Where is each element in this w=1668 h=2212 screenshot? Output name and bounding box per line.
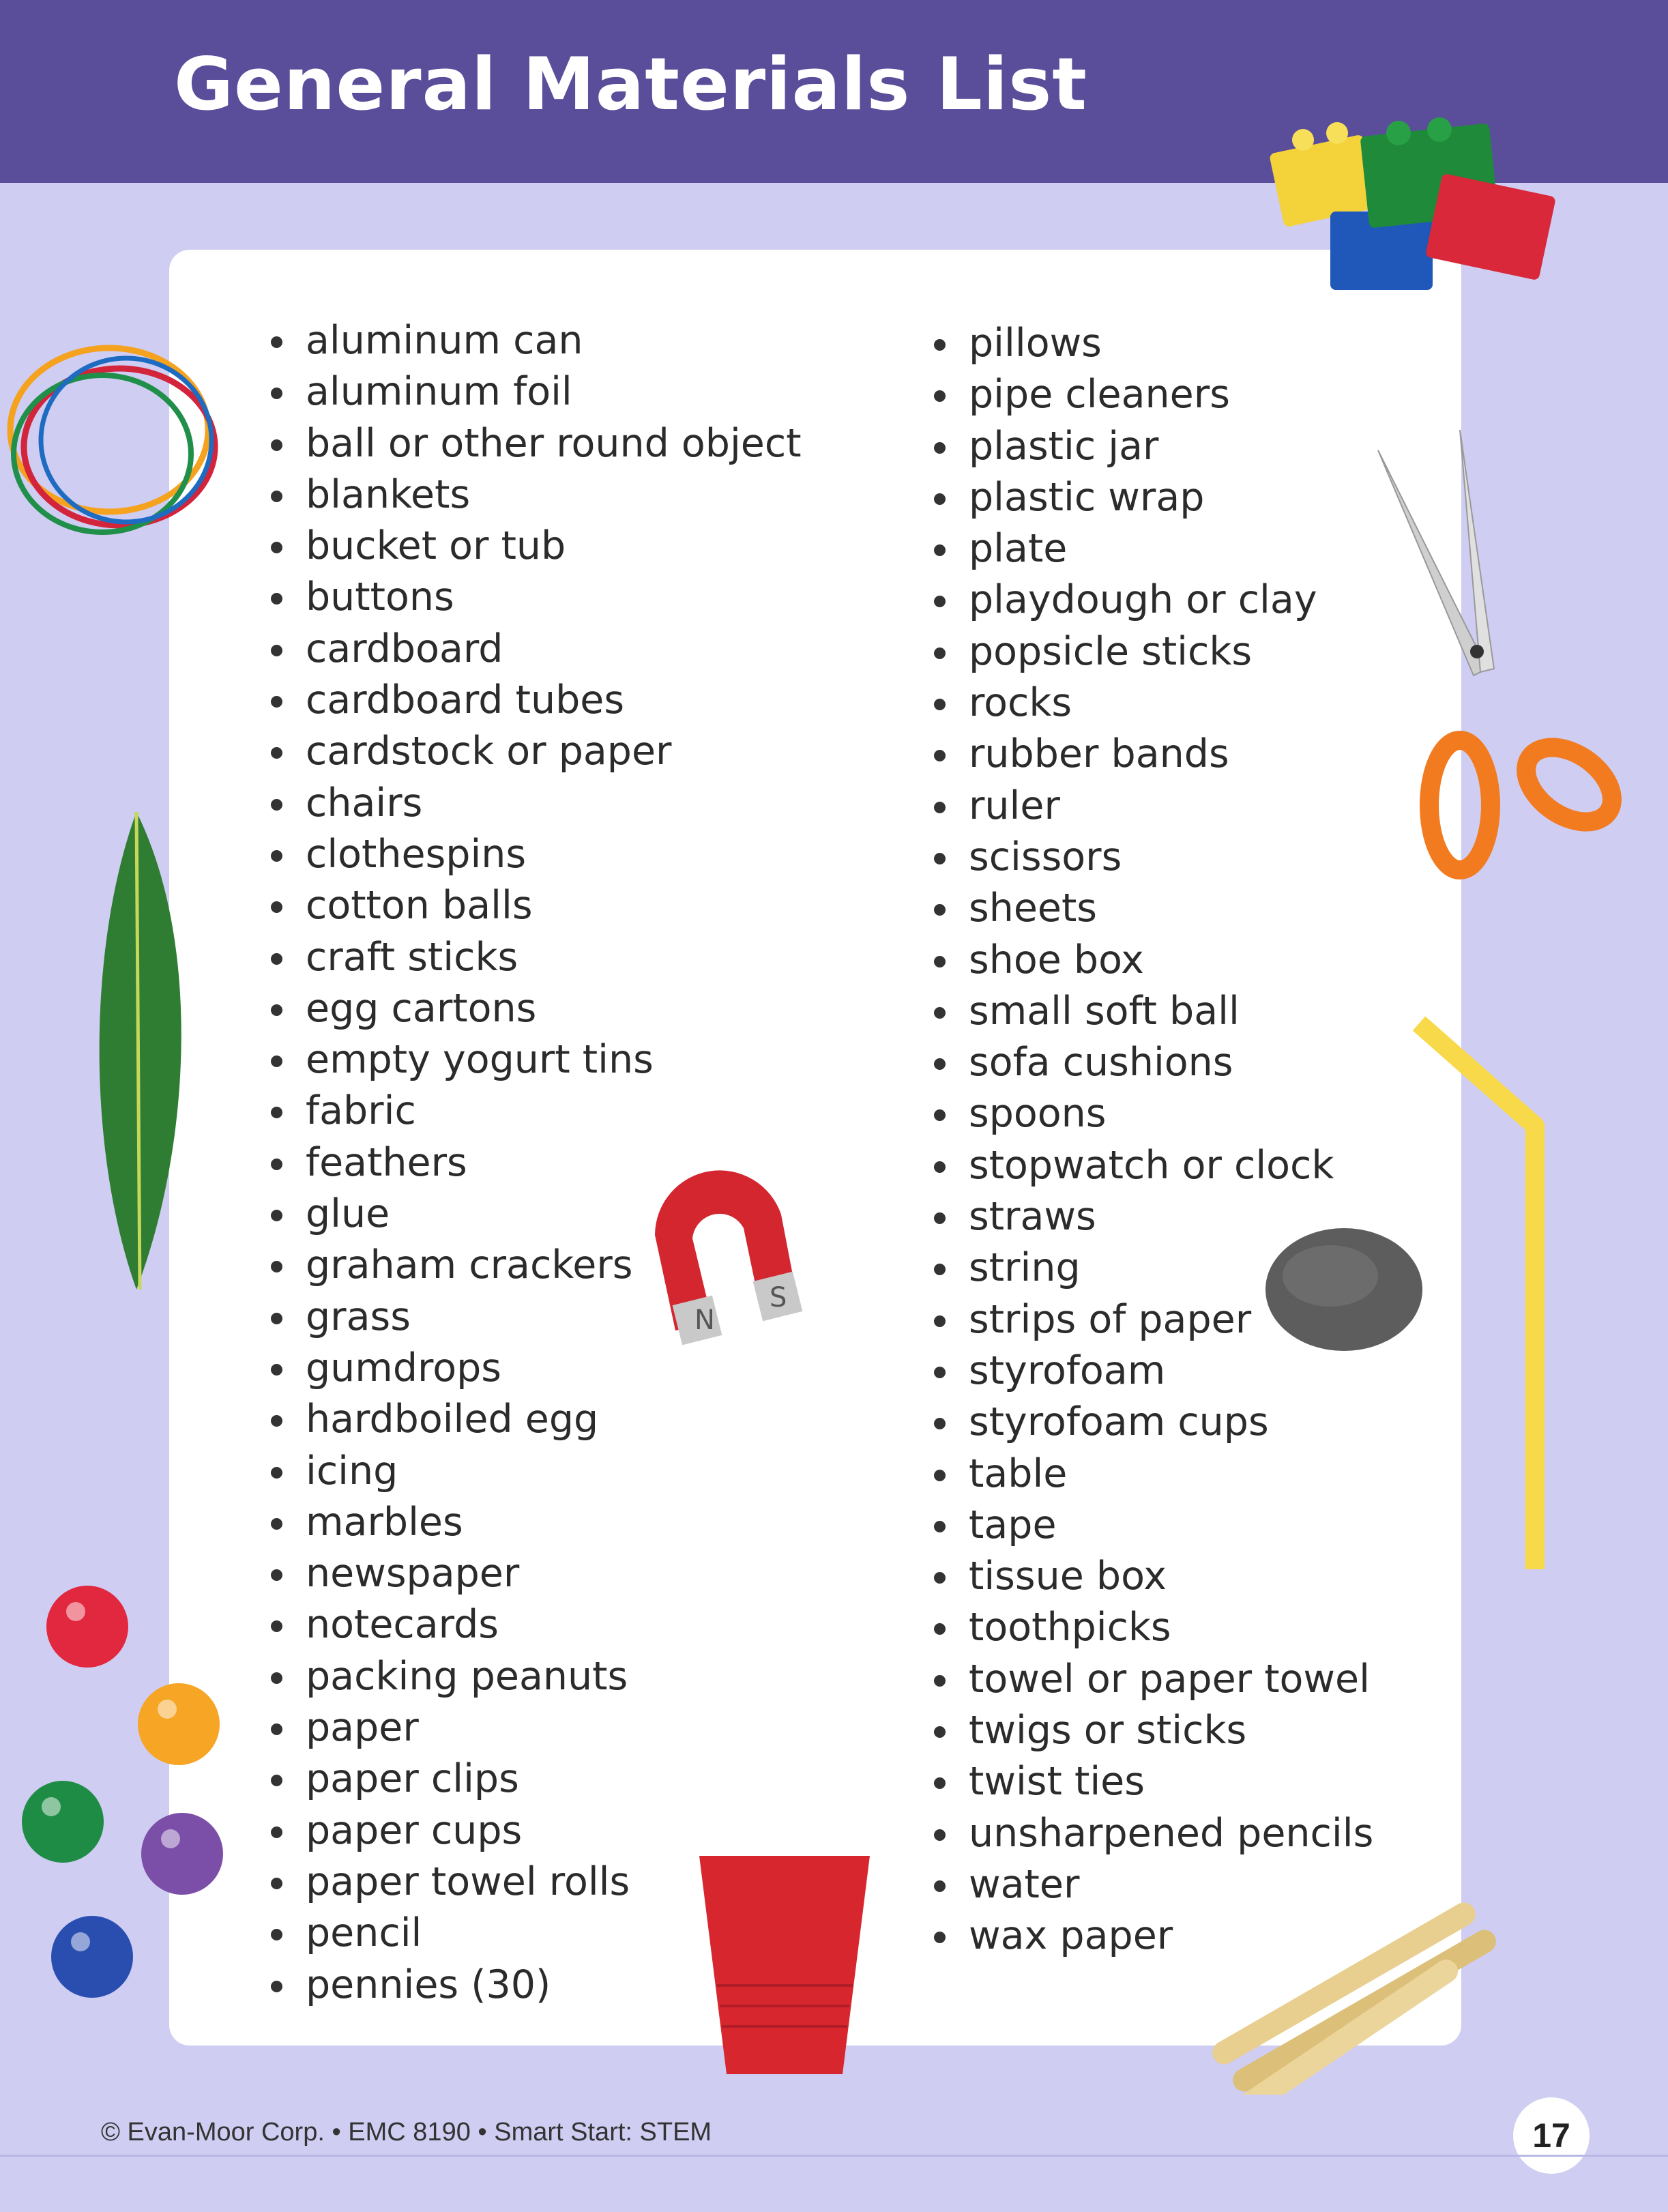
marble-purple-icon: [140, 1811, 225, 1897]
material-item: playdough or clay: [922, 574, 1373, 626]
material-item: plate: [922, 523, 1373, 574]
material-item: straws: [922, 1191, 1373, 1242]
material-item: paper towel rolls: [259, 1857, 802, 1908]
material-item: plastic jar: [922, 421, 1373, 472]
footer-copyright: © Evan-Moor Corp. • EMC 8190 • Smart Start: STEM: [101, 2118, 712, 2146]
material-item: string: [922, 1242, 1373, 1294]
material-item: feathers: [259, 1137, 802, 1189]
material-item: stopwatch or clock: [922, 1140, 1373, 1191]
leaf-icon: [82, 805, 205, 1296]
material-item: hardboiled egg: [259, 1394, 802, 1445]
material-item: scissors: [922, 832, 1373, 883]
materials-list-right: [922, 318, 1373, 1962]
material-item: styrofoam: [922, 1345, 1373, 1397]
page-number: 17: [1513, 2097, 1590, 2174]
material-item: plastic wrap: [922, 472, 1373, 523]
marble-blue-icon: [50, 1915, 135, 2000]
material-item: strips of paper: [922, 1294, 1373, 1345]
page-title: General Materials List: [174, 42, 1087, 126]
material-item: clothespins: [259, 829, 802, 880]
material-item: paper clips: [259, 1753, 802, 1805]
marble-red-icon: [45, 1584, 130, 1670]
material-item: fabric: [259, 1086, 802, 1137]
material-item: bucket or tub: [259, 521, 802, 572]
scissors-icon: [1364, 423, 1651, 914]
material-item: shoe box: [922, 935, 1373, 986]
material-item: gumdrops: [259, 1343, 802, 1394]
material-item: water: [922, 1859, 1373, 1910]
material-item: paper cups: [259, 1805, 802, 1857]
material-item: aluminum can: [259, 315, 802, 366]
material-item: newspaper: [259, 1548, 802, 1599]
material-item: small soft ball: [922, 986, 1373, 1037]
material-item: toothpicks: [922, 1602, 1373, 1653]
material-item: pillows: [922, 318, 1373, 369]
material-item: popsicle sticks: [922, 626, 1373, 678]
material-item: empty yogurt tins: [259, 1034, 802, 1086]
material-item: craft sticks: [259, 932, 802, 983]
magnet-south-label: S: [770, 1282, 787, 1313]
material-item: styrofoam cups: [922, 1397, 1373, 1448]
material-item: cardboard: [259, 624, 802, 675]
marble-green-icon: [20, 1779, 106, 1865]
material-item: tissue box: [922, 1551, 1373, 1602]
material-item: sheets: [922, 883, 1373, 934]
rock-icon: [1262, 1221, 1426, 1358]
material-item: twigs or sticks: [922, 1705, 1373, 1756]
material-item: cardstock or paper: [259, 726, 802, 777]
material-item: sofa cushions: [922, 1037, 1373, 1088]
material-item: wax paper: [922, 1910, 1373, 1962]
material-item: aluminum foil: [259, 366, 802, 418]
material-item: table: [922, 1449, 1373, 1500]
material-item: cotton balls: [259, 880, 802, 931]
material-item: cardboard tubes: [259, 675, 802, 726]
material-item: buttons: [259, 572, 802, 623]
material-item: unsharpened pencils: [922, 1808, 1373, 1859]
material-item: grass: [259, 1292, 802, 1343]
material-item: glue: [259, 1189, 802, 1240]
material-item: twist ties: [922, 1756, 1373, 1807]
material-item: rubber bands: [922, 729, 1373, 780]
material-item: spoons: [922, 1088, 1373, 1139]
material-item: notecards: [259, 1599, 802, 1650]
marble-orange-icon: [136, 1682, 222, 1767]
material-item: graham crackers: [259, 1240, 802, 1291]
rubber-bands-icon: [0, 328, 232, 559]
material-item: chairs: [259, 778, 802, 829]
material-item: packing peanuts: [259, 1651, 802, 1702]
material-item: paper: [259, 1702, 802, 1753]
material-item: pencil: [259, 1908, 802, 1959]
material-item: blankets: [259, 469, 802, 521]
material-item: towel or paper towel: [922, 1654, 1373, 1705]
footer-divider: [0, 2155, 1668, 2157]
magnet-icon: [628, 1126, 812, 1351]
material-item: pipe cleaners: [922, 369, 1373, 420]
material-item: egg cartons: [259, 983, 802, 1034]
material-item: rocks: [922, 678, 1373, 729]
straw-icon: [1405, 1010, 1555, 1576]
material-item: ball or other round object: [259, 418, 802, 469]
magnet-north-label: N: [694, 1305, 715, 1336]
material-item: ruler: [922, 781, 1373, 832]
material-item: pennies (30): [259, 1960, 802, 2011]
red-cup-icon: [696, 1849, 873, 2081]
material-item: icing: [259, 1446, 802, 1497]
building-blocks-icon: [1262, 102, 1569, 307]
craft-sticks-icon: [1187, 1835, 1515, 2095]
material-item: tape: [922, 1500, 1373, 1551]
material-item: marbles: [259, 1497, 802, 1548]
